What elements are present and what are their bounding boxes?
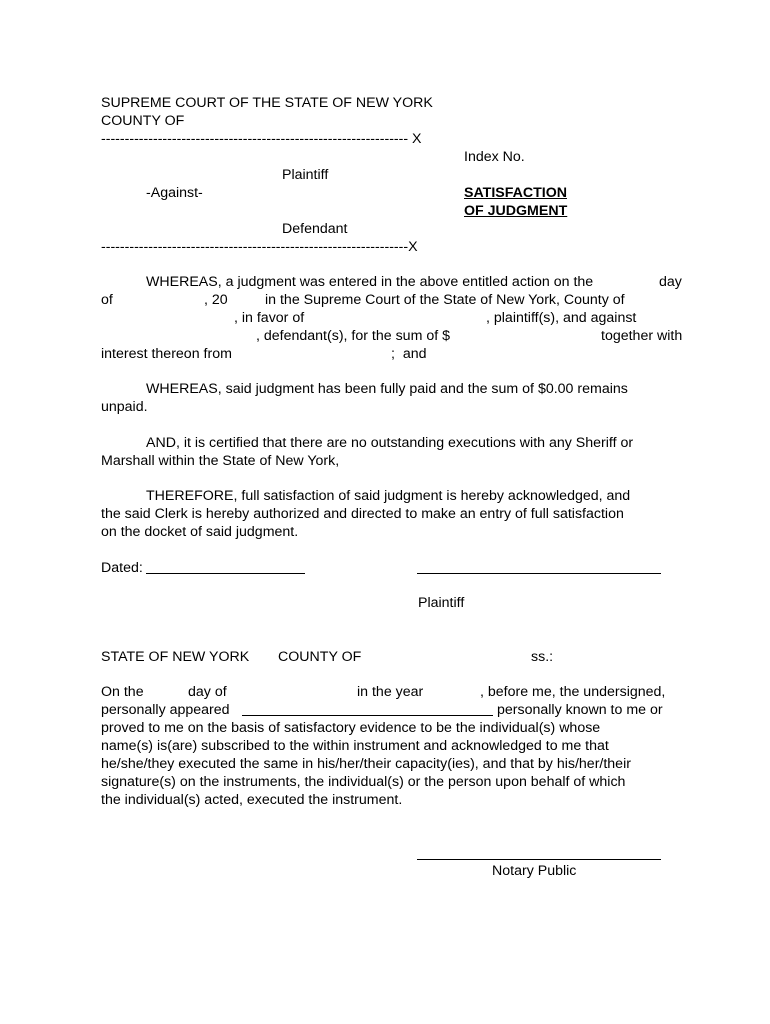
court-name: SUPREME COURT OF THE STATE OF NEW YORK <box>101 95 433 111</box>
ack-line7: the individual(s) acted, executed the instrument. <box>101 792 403 808</box>
plaintiff-label: Plaintiff <box>282 167 329 183</box>
ack-before-me: , before me, the undersigned, <box>480 684 666 700</box>
para3-line2: Marshall within the State of New York, <box>101 453 340 469</box>
ack-in-the-year: in the year <box>357 684 424 700</box>
para1-year-label: , 20 <box>204 292 228 308</box>
plaintiff-signature-line <box>417 573 661 574</box>
para1-of-label: of <box>101 292 113 308</box>
para1-in-favor-of: , in favor of <box>234 310 305 326</box>
dated-blank-line <box>146 573 305 574</box>
para1-together-with: together with <box>601 328 683 344</box>
notary-signature-line <box>417 859 661 860</box>
para4-line3: on the docket of said judgment. <box>101 524 299 540</box>
ack-personally-appeared: personally appeared <box>101 702 230 718</box>
notary-public-label: Notary Public <box>492 863 577 879</box>
para2-line2: unpaid. <box>101 399 148 415</box>
caption-divider-bottom: -----------------------------------------------------------------X <box>101 239 418 255</box>
para1-day-label: day <box>659 274 682 290</box>
document-title-line1: SATISFACTION <box>464 185 567 201</box>
against-label: -Against- <box>146 185 203 201</box>
index-number-label: Index No. <box>464 149 525 165</box>
para4-line2: the said Clerk is hereby authorized and directed to make an entry of full satisfaction <box>101 506 624 522</box>
ack-line6: signature(s) on the instruments, the individual(s) or the person upon behalf of which <box>101 774 626 790</box>
ack-line3: proved to me on the basis of satisfactory evidence to be the individual(s) whose <box>101 720 601 736</box>
ack-personally-known: personally known to me or <box>497 702 663 718</box>
para1-defendants-sum: , defendant(s), for the sum of $ <box>256 328 450 344</box>
dated-label: Dated: <box>101 560 143 576</box>
document-title-line2: OF JUDGMENT <box>464 203 568 219</box>
para1-line1: WHEREAS, a judgment was entered in the above entitled action on the <box>146 274 594 290</box>
ack-state-label: STATE OF NEW YORK <box>101 649 250 665</box>
defendant-label: Defendant <box>282 221 348 237</box>
caption-divider-top: ----------------------------------------------------------------- X <box>101 131 422 147</box>
ack-ss-label: ss.: <box>531 649 554 665</box>
para2-line1: WHEREAS, said judgment has been fully paid and the sum of $0.00 remains <box>146 381 628 397</box>
ack-county-label: COUNTY OF <box>278 649 362 665</box>
ack-line4: name(s) is(are) subscribed to the within instrument and acknowledged to me that <box>101 738 609 754</box>
ack-line5: he/she/they executed the same in his/her/their capacity(ies), and that by his/her/their <box>101 756 631 772</box>
para1-plaintiffs-against: , plaintiff(s), and against <box>486 310 637 326</box>
para1-interest-from: interest thereon from <box>101 346 232 362</box>
ack-day-of: day of <box>188 684 227 700</box>
para4-line1: THEREFORE, full satisfaction of said judgment is hereby acknowledged, and <box>146 488 631 504</box>
plaintiff-signature-label: Plaintiff <box>418 595 465 611</box>
county-line: COUNTY OF <box>101 113 185 129</box>
para1-and: ; and <box>391 346 427 362</box>
para3-line1: AND, it is certified that there are no outstanding executions with any Sheriff or <box>146 435 634 451</box>
ack-appeared-blank-line <box>242 715 493 716</box>
para1-court-county: in the Supreme Court of the State of New York, County of <box>265 292 625 308</box>
ack-on-the: On the <box>101 684 144 700</box>
